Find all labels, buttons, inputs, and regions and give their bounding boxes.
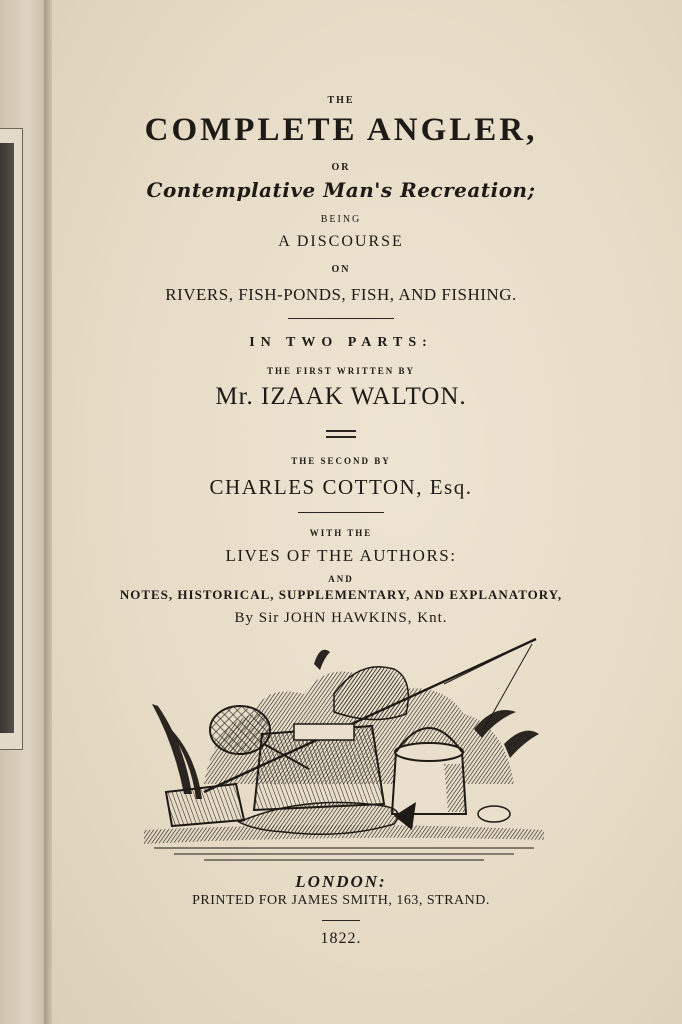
fishing-still-life-engraving-icon <box>144 634 544 866</box>
rule-1 <box>288 318 394 319</box>
a-discourse: A DISCOURSE <box>278 233 404 250</box>
the-label: THE <box>327 95 355 106</box>
printer-line: PRINTED FOR JAMES SMITH, 163, STRAND. <box>192 893 490 908</box>
lives-line: LIVES OF THE AUTHORS: <box>225 546 457 565</box>
notes-line: NOTES, HISTORICAL, SUPPLEMENTARY, AND EXPLANATORY, <box>119 587 563 602</box>
on-label: ON <box>331 264 351 275</box>
and-label: AND <box>328 574 354 584</box>
in-two-parts: IN TWO PARTS: <box>249 335 433 350</box>
title-text-column <box>52 0 630 1024</box>
double-rule-top <box>326 430 356 432</box>
facing-page <box>0 0 46 1024</box>
second-by: THE SECOND BY <box>291 456 391 466</box>
subtitle: Contemplative Man's Recreation; <box>146 178 536 202</box>
rule-2 <box>298 512 384 513</box>
topics-line: RIVERS, FISH-PONDS, FISH, AND FISHING. <box>165 285 517 304</box>
author-walton: Mr. IZAAK WALTON. <box>215 383 467 410</box>
being-label: BEING <box>320 214 362 225</box>
editor-line: By Sir JOHN HAWKINS, Knt. <box>234 610 448 626</box>
frontispiece-plate-edge <box>0 128 23 750</box>
or-label: OR <box>331 162 351 173</box>
book <box>166 784 244 826</box>
place-london: LONDON: <box>295 872 387 891</box>
double-rule-bottom <box>326 436 356 438</box>
ground <box>144 825 544 844</box>
rule-3 <box>322 920 360 921</box>
main-title: COMPLETE ANGLER, <box>144 112 538 148</box>
with-the: WITH THE <box>309 528 373 538</box>
first-written-by: THE FIRST WRITTEN BY <box>267 366 415 376</box>
year-line: 1822. <box>320 930 362 947</box>
reel <box>478 806 510 822</box>
author-cotton: CHARLES COTTON, Esq. <box>209 475 473 499</box>
